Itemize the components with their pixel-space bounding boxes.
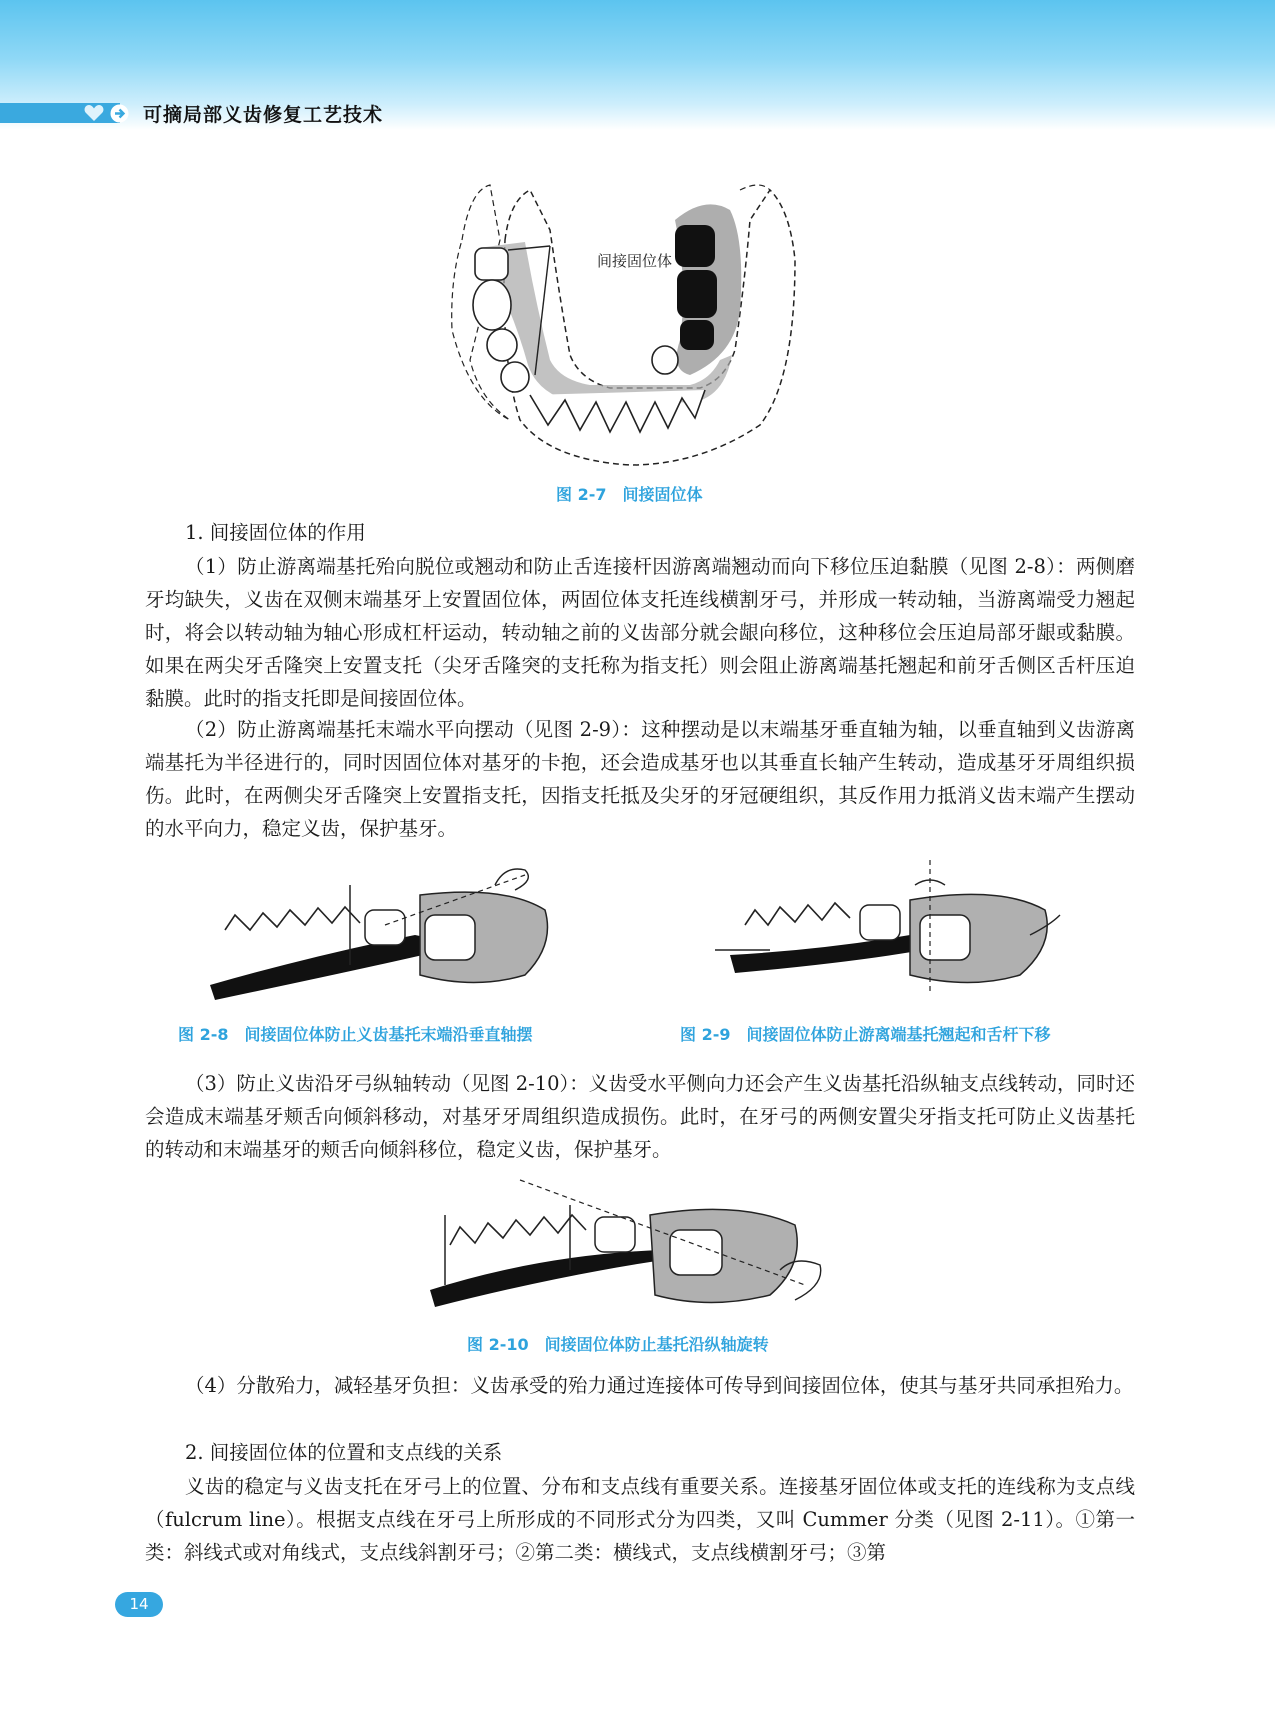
section2-paragraph-1: 义齿的稳定与义齿支托在牙弓上的位置、分布和支点线有重要关系。连接基牙固位体或支托的连线称为支点线（fulcrum line）。根据支点线在牙弓上所形成的不同形式分为四类，又叫 Cummer 分类（见图 2-11）。①第一类：斜线式或对角线式，支点线斜割牙弓；②第二类：横线式，支点线横割牙弓；③第 [145, 1475, 1135, 1564]
section1-paragraph-3: （3）防止义齿沿牙弓纵轴转动（见图 2-10）：义齿受水平侧向力还会产生义齿基托沿纵轴支点线转动，同时还会造成末端基牙颊舌向倾斜移动，对基牙牙周组织造成损伤。此时，在牙弓的两侧安置尖牙指支托可防止义齿基托的转动和末端基牙的颊舌向倾斜移位，稳定义齿，保护基牙。 [145, 1072, 1135, 1161]
figure-2-10-caption: 图 2-10 间接固位体防止基托沿纵轴旋转 [467, 1335, 769, 1354]
header-title: 可摘局部义齿修复工艺技术 [143, 104, 384, 126]
figure-2-7-caption: 图 2-7 间接固位体 [556, 485, 703, 504]
arrow-right-icon [110, 104, 129, 123]
figure-2-9-caption: 图 2-9 间接固位体防止游离端基托翘起和舌杆下移 [680, 1025, 1051, 1044]
figure-2-8-illustration [205, 855, 565, 1005]
page-number: 14 [115, 1592, 163, 1617]
section1-heading: 1. 间接固位体的作用 [185, 521, 366, 544]
section1-paragraph-1: （1）防止游离端基托殆向脱位或翘动和防止舌连接杆因游离端翘动而向下移位压迫黏膜（见图 2-8）：两侧磨牙均缺失，义齿在双侧末端基牙上安置固位体，两固位体支托连线横割牙弓，并形成一转动轴，当游离端受力翘起时，将会以转动轴为轴心形成杠杆运动，转动轴之前的义齿部分就会龈向移位，这种移位会压迫局部牙龈或黏膜。如果在两尖牙舌隆突上安置支托（尖牙舌隆突的支托称为指支托）则会阻止游离端基托翘起和前牙舌侧区舌杆压迫黏膜。此时的指支托即是间接固位体。 [145, 555, 1135, 710]
figure-2-8-caption: 图 2-8 间接固位体防止义齿基托末端沿垂直轴摆 [178, 1025, 533, 1044]
figure-2-7-label: 间接固位体 [597, 252, 673, 270]
section2-heading: 2. 间接固位体的位置和支点线的关系 [185, 1441, 503, 1464]
figure-2-10-illustration [420, 1175, 860, 1315]
section1-paragraph-4: （4）分散殆力，减轻基牙负担：义齿承受的殆力通过连接体可传导到间接固位体，使其与基牙共同承担殆力。 [185, 1374, 1134, 1397]
section1-paragraph-2: （2）防止游离端基托末端水平向摆动（见图 2-9）：这种摆动是以末端基牙垂直轴为轴，以垂直轴到义齿游离端基托为半径进行的，同时因固位体对基牙的卡抱，还会造成基牙也以其垂直长轴产生转动，造成基牙牙周组织损伤。此时，在两侧尖牙舌隆突上安置指支托，因指支托抵及尖牙的牙冠硬组织，其反作用力抵消义齿末端产生摆动的水平向力，稳定义齿，保护基牙。 [145, 718, 1135, 840]
figure-2-7-dental-arch [440, 180, 830, 470]
heart-icon [84, 104, 104, 122]
figure-2-9-illustration [710, 855, 1070, 1005]
